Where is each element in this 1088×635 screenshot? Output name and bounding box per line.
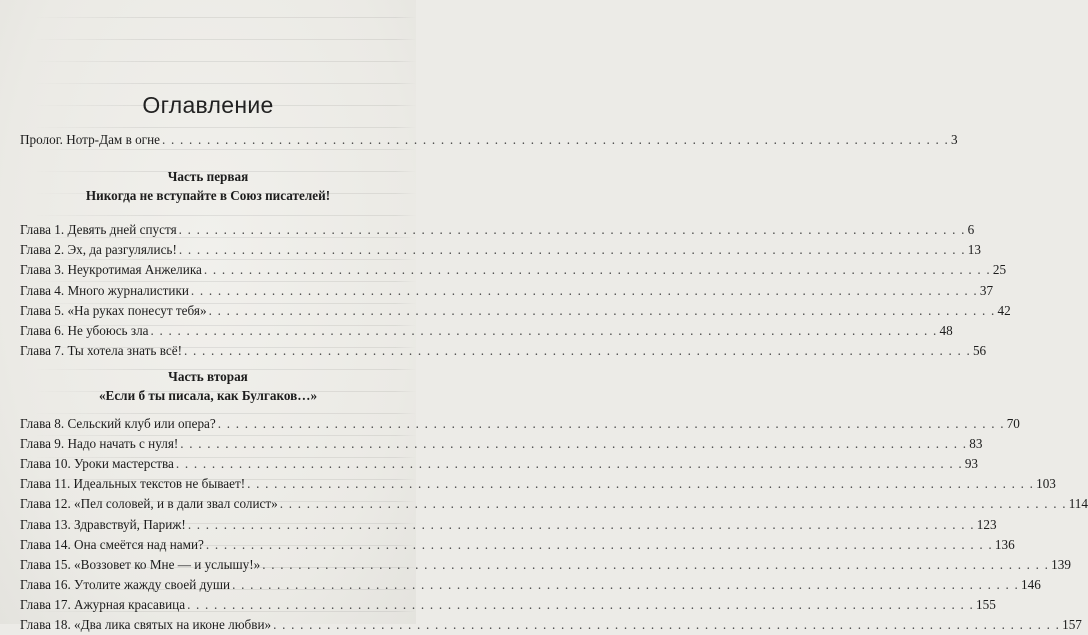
toc-entry [20, 281, 994, 301]
entry-title: Глава 11. Идеальных текстов не бывает! [20, 476, 246, 492]
entry-page-number: 157 [1062, 617, 1082, 632]
toc-entry [20, 575, 1041, 595]
entry-page-number: 13 [967, 242, 981, 258]
dot-leader [247, 474, 1034, 494]
entry-page-number: 103 [1036, 476, 1056, 492]
toc-entry [20, 321, 953, 341]
entry-title: Глава 14. Она смеётся над нами? [20, 536, 204, 552]
part-one-title: Часть первая [167, 169, 249, 184]
toc-entry [20, 494, 1088, 514]
toc-entry [20, 454, 979, 474]
entry-page-number: 146 [1021, 576, 1041, 592]
toc-entry [20, 615, 1082, 635]
entry-title: Глава 7. Ты хотела знать всё! [20, 343, 182, 359]
dot-leader [184, 341, 971, 361]
dot-leader [187, 595, 974, 615]
entry-title: Глава 4. Много журналистики [20, 282, 189, 298]
entry-title: Глава 2. Эх, да разгулялись! [20, 242, 177, 258]
entry-page-number: 155 [976, 596, 996, 612]
entry-page-number: 93 [964, 456, 979, 472]
dot-leader [162, 130, 949, 150]
toc-entry [20, 341, 987, 361]
dot-leader [188, 515, 975, 535]
entry-title: Глава 5. «На руках понесут тебя» [20, 302, 207, 318]
dot-leader [262, 555, 1049, 575]
entry-title: Глава 12. «Пел соловей, и в дали звал солист» [20, 496, 278, 512]
toc-entry [20, 240, 981, 260]
entry-title: Глава 6. Не убоюсь зла [20, 323, 149, 338]
entry-page-number: 6 [967, 222, 975, 237]
toc-entry-prologue [20, 130, 958, 150]
toc-entry [20, 595, 996, 615]
dot-leader [280, 494, 1067, 514]
entry-page-number: 114 [1068, 496, 1088, 512]
entry-title: Глава 16. Утолите жажду своей души [20, 576, 231, 592]
entry-page-number: 83 [969, 436, 983, 452]
dot-leader [180, 434, 967, 454]
entry-title: Глава 13. Здравствуй, Париж! [20, 516, 186, 532]
dot-leader [273, 615, 1060, 635]
part-one-subtitle: Никогда не вступайте в Союз писателей! [85, 188, 331, 203]
toc-entry [20, 414, 1020, 434]
entry-title: Глава 15. «Воззовет ко Мне — и услышу!» [20, 556, 261, 572]
entry-title: Пролог. Нотр-Дам в огне [20, 132, 161, 147]
dot-leader [176, 454, 963, 474]
entry-page-number: 123 [976, 516, 997, 532]
part-two-subtitle: «Если б ты писала, как Булгаков…» [98, 388, 318, 403]
dot-leader [232, 575, 1019, 595]
toc-entry [20, 555, 1071, 575]
toc-entry [20, 220, 975, 240]
dot-leader [191, 281, 978, 301]
page-title: Оглавление [142, 92, 274, 118]
entry-page-number: 70 [1006, 416, 1020, 431]
dot-leader [179, 240, 966, 260]
toc-entry [20, 434, 983, 454]
entry-title: Глава 18. «Два лика святых на иконе любви» [20, 617, 272, 632]
entry-page-number: 3 [950, 132, 958, 147]
toc-entry [20, 260, 1007, 280]
dot-leader [209, 301, 996, 321]
dot-leader [206, 535, 993, 555]
entry-page-number: 37 [979, 282, 994, 298]
entry-page-number: 139 [1051, 556, 1071, 572]
entry-page-number: 48 [939, 323, 953, 338]
dot-leader [151, 321, 938, 341]
entry-page-number: 42 [997, 302, 1011, 318]
entry-page-number: 56 [972, 343, 987, 359]
toc-entry [20, 535, 1015, 555]
toc-entry [20, 515, 997, 535]
toc-entry [20, 474, 1056, 494]
entry-title: Глава 10. Уроки мастерства [20, 456, 174, 472]
entry-title: Глава 8. Сельский клуб или опера? [20, 416, 216, 431]
entry-page-number: 136 [994, 536, 1015, 552]
entry-title: Глава 17. Ажурная красавица [20, 596, 186, 612]
toc-entry [20, 301, 1011, 321]
dot-leader [179, 220, 966, 240]
entry-title: Глава 9. Надо начать с нуля! [20, 436, 179, 452]
part-two-title: Часть вторая [168, 369, 248, 384]
entry-title: Глава 3. Неукротимая Анжелика [20, 262, 202, 278]
dot-leader [204, 260, 991, 280]
entry-title: Глава 1. Девять дней спустя [20, 222, 177, 237]
entry-page-number: 25 [992, 262, 1007, 278]
dot-leader [218, 414, 1005, 434]
